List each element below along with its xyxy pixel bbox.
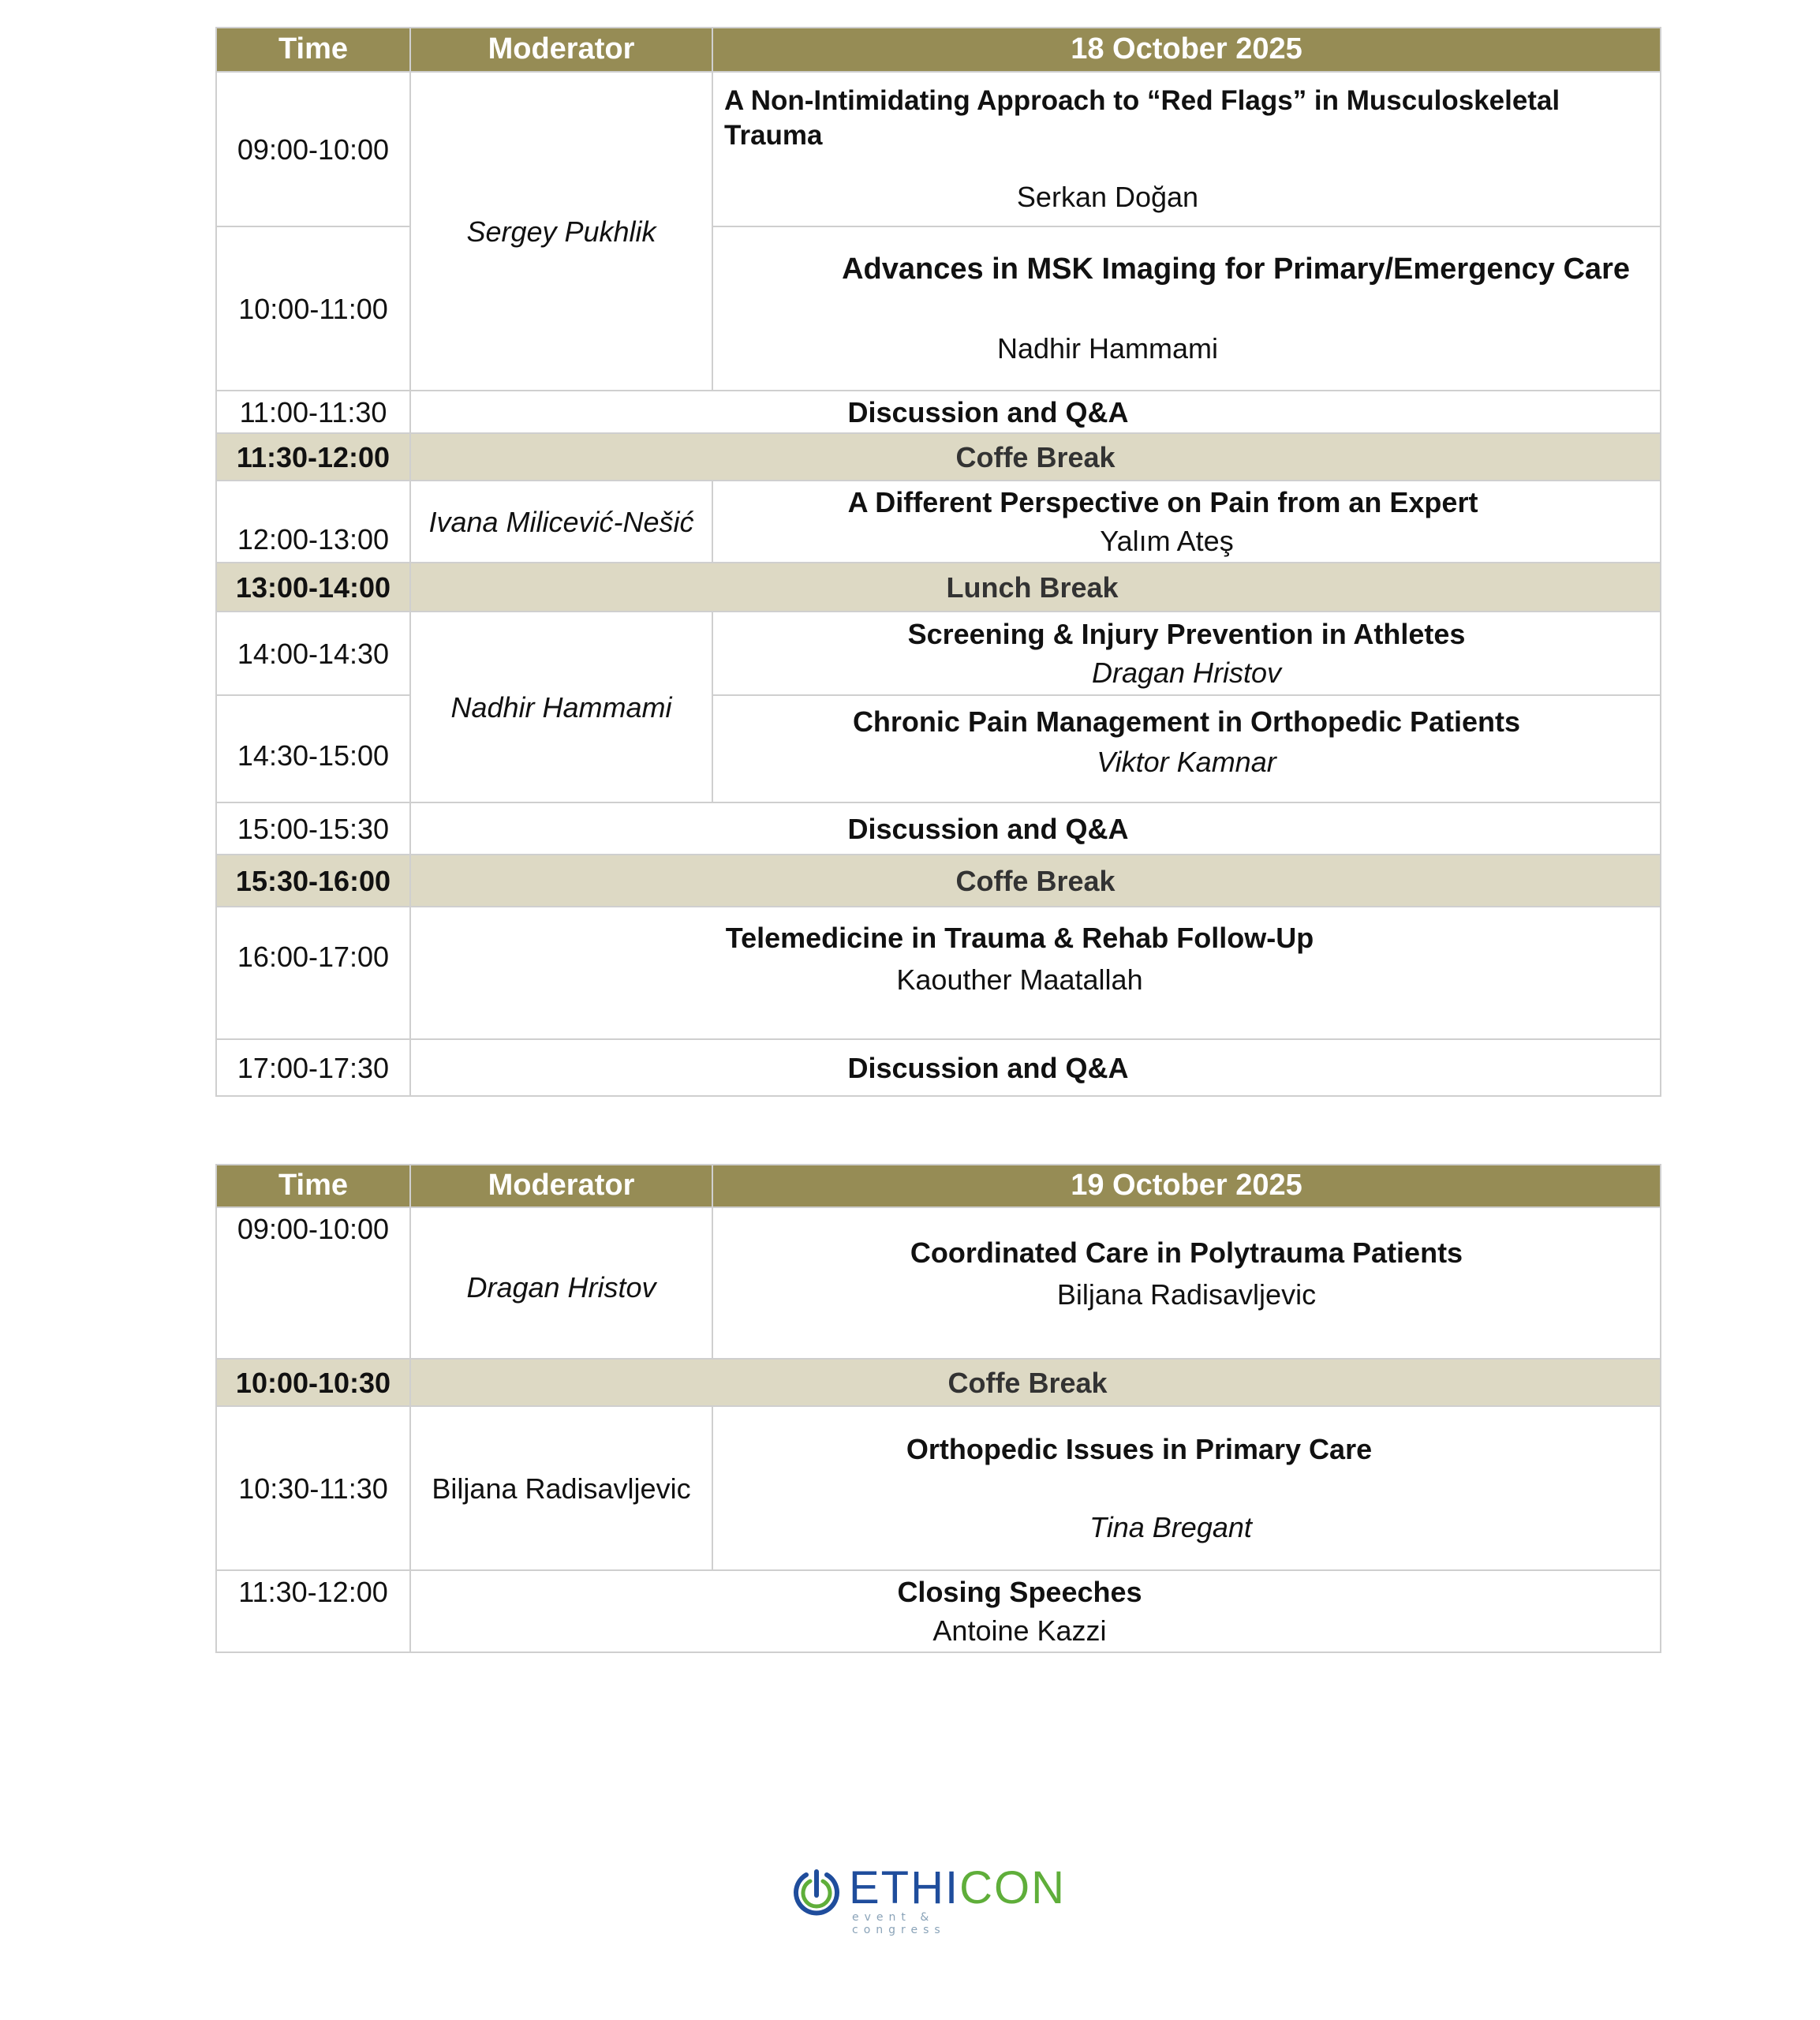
header-time: Time [216, 28, 410, 72]
session-cell [712, 226, 1661, 391]
session-speaker: Serkan Doğan [1016, 181, 1199, 214]
session-time: 15:00-15:30 [216, 802, 410, 855]
session-time: 09:00-10:00 [216, 1207, 410, 1359]
table-row [216, 391, 1661, 433]
table-row [216, 1039, 1661, 1096]
break-row [216, 1359, 1661, 1406]
moderator-cell: Nadhir Hammami [410, 612, 712, 802]
break-time: 11:30-12:00 [216, 433, 410, 481]
session-time: 11:30-12:00 [216, 1570, 410, 1652]
header-moderator: Moderator [410, 1165, 712, 1207]
logo-tagline: event & congress [852, 1911, 946, 1936]
session-time: 10:30-11:30 [216, 1406, 410, 1570]
discussion-label: Discussion and Q&A [410, 1039, 1661, 1096]
break-label: Coffe Break [410, 433, 1661, 481]
header-time: Time [216, 1165, 410, 1207]
table-row [216, 802, 1661, 855]
break-label: Coffe Break [410, 1359, 1661, 1406]
session-speaker: Dragan Hristov [1091, 656, 1282, 689]
break-time: 13:00-14:00 [216, 563, 410, 612]
break-row [216, 563, 1661, 612]
table-row [216, 907, 1661, 1039]
moderator-cell: Dragan Hristov [410, 1207, 712, 1359]
session-title: Screening & Injury Prevention in Athletes [907, 618, 1466, 650]
table-row [216, 1570, 1661, 1652]
break-label: Lunch Break [410, 563, 1661, 612]
session-time: 17:00-17:30 [216, 1039, 410, 1096]
session-speaker: Yalım Ateş [1100, 525, 1234, 557]
moderator-cell: Ivana Milicević-Nešić [410, 481, 712, 563]
session-time: 11:00-11:30 [216, 391, 410, 433]
session-speaker: Antoine Kazzi [932, 1614, 1107, 1647]
schedule-table-day1 [215, 27, 1661, 1097]
session-title: Advances in MSK Imaging for Primary/Emergency Care [842, 252, 1630, 286]
header-date: 19 October 2025 [712, 1165, 1661, 1207]
session-title: Orthopedic Issues in Primary Care [906, 1433, 1373, 1465]
session-time: 09:00-10:00 [216, 72, 410, 226]
table-row [216, 72, 1661, 226]
header-moderator: Moderator [410, 28, 712, 72]
moderator-cell: Sergey Pukhlik [410, 72, 712, 391]
logo-accent-text: CON [959, 1862, 1067, 1913]
session-speaker: Nadhir Hammami [996, 332, 1219, 365]
table-row [216, 1406, 1661, 1570]
session-speaker: Kaouther Maatallah [896, 963, 1143, 996]
session-time: 16:00-17:00 [216, 907, 410, 1039]
session-cell [410, 907, 1661, 1039]
session-time: 10:00-11:00 [216, 226, 410, 391]
session-cell [712, 1406, 1661, 1570]
session-time: 14:00-14:30 [216, 612, 410, 695]
session-time: 14:30-15:00 [216, 695, 410, 802]
discussion-label: Discussion and Q&A [410, 802, 1661, 855]
session-cell [712, 481, 1661, 563]
session-title: A Non-Intimidating Approach to “Red Flags” in Musculoskeletal Trauma [724, 84, 1560, 151]
session-speaker: Biljana Radisavljevic [1056, 1278, 1317, 1311]
session-speaker: Viktor Kamnar [1097, 746, 1276, 778]
logo-wordmark [849, 1862, 1067, 1913]
break-label: Coffe Break [410, 855, 1661, 907]
header-date: 18 October 2025 [712, 28, 1661, 72]
session-title: Chronic Pain Management in Orthopedic Patients [852, 705, 1521, 738]
session-time: 12:00-13:00 [216, 481, 410, 563]
session-title: Telemedicine in Trauma & Rehab Follow-Up [725, 922, 1314, 954]
break-time: 15:30-16:00 [216, 855, 410, 907]
session-cell [712, 1207, 1661, 1359]
moderator-cell: Biljana Radisavljevic [410, 1406, 712, 1570]
break-time: 10:00-10:30 [216, 1359, 410, 1406]
break-row [216, 855, 1661, 907]
session-title: A Different Perspective on Pain from an Expert [847, 486, 1478, 518]
logo-main-text: ETHI [849, 1862, 960, 1913]
ethicon-logo [789, 1862, 1067, 1936]
session-cell [712, 612, 1661, 695]
power-icon [789, 1864, 844, 1919]
session-speaker: Tina Bregant [1089, 1511, 1252, 1543]
table-row [216, 612, 1661, 695]
session-cell [712, 695, 1661, 802]
table-row [216, 1207, 1661, 1359]
table-header-row [216, 28, 1661, 72]
break-row [216, 433, 1661, 481]
session-cell [712, 72, 1661, 226]
table-row [216, 481, 1661, 563]
session-cell [410, 1570, 1661, 1652]
session-title: Coordinated Care in Polytrauma Patients [910, 1236, 1463, 1269]
session-title: Closing Speeches [897, 1576, 1142, 1608]
schedule-table-day2 [215, 1164, 1661, 1653]
discussion-label: Discussion and Q&A [410, 391, 1661, 433]
table-header-row [216, 1165, 1661, 1207]
